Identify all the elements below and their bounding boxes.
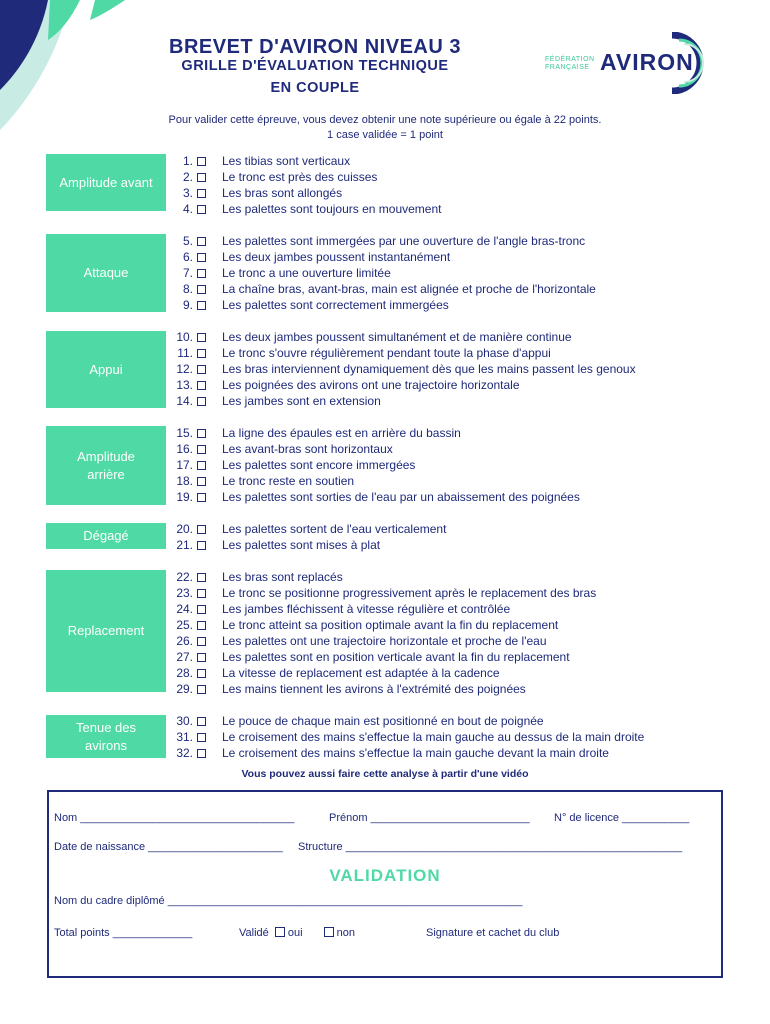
federation-logo xyxy=(540,32,730,94)
naissance-field[interactable]: Date de naissance ______________________ xyxy=(54,841,283,853)
item-number: 25. xyxy=(176,618,193,632)
item-number: 12. xyxy=(176,362,193,376)
item-checkbox[interactable] xyxy=(197,733,206,742)
page-subtitle-2: EN COUPLE xyxy=(270,80,360,96)
item-text: Les bras interviennent dynamiquement dès que les mains passent les genoux xyxy=(222,362,636,376)
checklist-item xyxy=(160,153,350,169)
item-text: La vitesse de replacement est adaptée à la cadence xyxy=(222,666,500,680)
checklist-item xyxy=(160,521,446,537)
licence-field[interactable]: N° de licence ___________ xyxy=(554,812,690,824)
item-checkbox[interactable] xyxy=(197,621,206,630)
item-number: 26. xyxy=(176,634,193,648)
item-text: Les mains tiennent les avirons à l'extrémité des poignées xyxy=(222,682,526,696)
item-number: 32. xyxy=(176,746,193,760)
category-amplitude-arriere: Amplitude arrière xyxy=(46,426,166,505)
item-checkbox[interactable] xyxy=(197,461,206,470)
checklist-item xyxy=(160,457,415,473)
item-text: Les palettes sont mises à plat xyxy=(222,538,381,552)
valide-group xyxy=(239,927,355,939)
logo-name: AVIRON xyxy=(600,49,694,75)
item-number: 24. xyxy=(176,602,193,616)
cadre-field[interactable]: Nom du cadre diplômé __________________________________________________________ xyxy=(54,895,523,907)
item-number: 14. xyxy=(176,394,193,408)
item-number: 27. xyxy=(176,650,193,664)
checklist-item xyxy=(160,425,461,441)
category-amplitude-avant: Amplitude avant xyxy=(46,154,166,211)
item-checkbox[interactable] xyxy=(197,429,206,438)
item-number: 8. xyxy=(182,282,193,296)
item-checkbox[interactable] xyxy=(197,333,206,342)
item-text: Le croisement des mains s'effectue la main gauche au dessus de la main droite xyxy=(222,730,645,744)
item-checkbox[interactable] xyxy=(197,205,206,214)
checklist-item xyxy=(160,649,570,665)
item-text: Les palettes sont toujours en mouvement xyxy=(222,202,442,216)
item-text: Les bras sont replacés xyxy=(222,570,343,584)
item-number: 16. xyxy=(176,442,193,456)
item-text: Le tronc s'ouvre régulièrement pendant toute la phase d'appui xyxy=(222,346,551,360)
valide-label: Validé xyxy=(239,927,269,939)
item-checkbox[interactable] xyxy=(197,237,206,246)
item-number: 23. xyxy=(176,586,193,600)
item-text: La ligne des épaules est en arrière du bassin xyxy=(222,426,461,440)
category-attaque: Attaque xyxy=(46,234,166,312)
checklist-item xyxy=(160,441,393,457)
item-number: 6. xyxy=(182,250,193,264)
item-checkbox[interactable] xyxy=(197,589,206,598)
item-text: Le pouce de chaque main est positionné en bout de poignée xyxy=(222,714,544,728)
item-text: Le croisement des mains s'effectue la main gauche devant la main droite xyxy=(222,746,609,760)
category-appui: Appui xyxy=(46,331,166,408)
item-checkbox[interactable] xyxy=(197,653,206,662)
item-checkbox[interactable] xyxy=(197,573,206,582)
item-number: 9. xyxy=(182,298,193,312)
checklist-item xyxy=(160,345,551,361)
item-number: 5. xyxy=(182,234,193,248)
checklist-item xyxy=(160,233,585,249)
item-number: 17. xyxy=(176,458,193,472)
item-text: Les palettes sont en position verticale avant la fin du replacement xyxy=(222,650,570,664)
item-text: Les tibias sont verticaux xyxy=(222,154,351,168)
item-number: 22. xyxy=(176,570,193,584)
item-checkbox[interactable] xyxy=(197,637,206,646)
checklist-item xyxy=(160,265,391,281)
item-number: 3. xyxy=(182,186,193,200)
item-checkbox[interactable] xyxy=(197,157,206,166)
nom-field[interactable]: Nom ___________________________________ xyxy=(54,812,295,824)
checklist-item xyxy=(160,713,544,729)
checklist-item xyxy=(160,681,526,697)
checklist-item xyxy=(160,393,381,409)
logo-line-2: FRANÇAISE xyxy=(545,64,590,71)
item-text: Les palettes sont correctement immergées xyxy=(222,298,449,312)
item-checkbox[interactable] xyxy=(197,253,206,262)
item-checkbox[interactable] xyxy=(197,669,206,678)
item-text: Les palettes sortent de l'eau verticalement xyxy=(222,522,447,536)
total-points-field[interactable]: Total points _____________ xyxy=(54,927,193,939)
item-number: 15. xyxy=(176,426,193,440)
page-subtitle: GRILLE D'ÉVALUATION TECHNIQUE xyxy=(181,58,449,74)
item-text: Le tronc atteint sa position optimale avant la fin du replacement xyxy=(222,618,559,632)
checklist-item xyxy=(160,473,354,489)
item-number: 20. xyxy=(176,522,193,536)
item-checkbox[interactable] xyxy=(197,269,206,278)
item-checkbox[interactable] xyxy=(197,493,206,502)
checklist-item xyxy=(160,201,441,217)
checklist-item xyxy=(160,745,609,761)
item-text: Les jambes sont en extension xyxy=(222,394,381,408)
checklist-item xyxy=(160,489,580,505)
item-text: Le tronc se positionne progressivement après le replacement des bras xyxy=(222,586,597,600)
item-text: La chaîne bras, avant-bras, main est alignée et proche de l'horizontale xyxy=(222,282,596,296)
item-checkbox[interactable] xyxy=(197,541,206,550)
item-checkbox[interactable] xyxy=(197,749,206,758)
checklist-item xyxy=(160,729,644,745)
instructions-line-1: Pour valider cette épreuve, vous devez obtenir une note supérieure ou égale à 22 points. xyxy=(168,114,602,126)
checklist-item xyxy=(160,537,380,553)
item-checkbox[interactable] xyxy=(197,173,206,182)
checklist-item xyxy=(160,329,572,345)
checklist-item xyxy=(160,297,449,313)
item-text: Le tronc reste en soutien xyxy=(222,474,355,488)
video-note: Vous pouvez aussi faire cette analyse à partir d'une vidéo xyxy=(241,768,529,780)
category-tenue-des-avirons: Tenue des avirons xyxy=(46,715,166,758)
item-number: 1. xyxy=(182,154,193,168)
page-title: BREVET D'AVIRON NIVEAU 3 xyxy=(169,36,461,58)
item-text: Les deux jambes poussent instantanément xyxy=(222,250,451,264)
item-checkbox[interactable] xyxy=(197,685,206,694)
item-checkbox[interactable] xyxy=(197,381,206,390)
item-number: 30. xyxy=(176,714,193,728)
checklist-item xyxy=(160,169,377,185)
prenom-field[interactable]: Prénom __________________________ xyxy=(329,812,530,824)
item-number: 18. xyxy=(176,474,193,488)
item-text: Les palettes sont sorties de l'eau par un abaissement des poignées xyxy=(222,490,580,504)
item-checkbox[interactable] xyxy=(197,285,206,294)
checklist-item xyxy=(160,249,450,265)
checklist-item xyxy=(160,569,343,585)
validation-heading: VALIDATION xyxy=(329,866,441,885)
logo-arc-icon xyxy=(632,32,727,94)
signature-label: Signature et cachet du club xyxy=(426,927,560,939)
instructions xyxy=(0,113,770,143)
item-number: 10. xyxy=(176,330,193,344)
item-checkbox[interactable] xyxy=(197,605,206,614)
checklist-item xyxy=(160,617,558,633)
structure-field[interactable]: Structure _______________________________________________________ xyxy=(298,841,683,853)
item-text: Les jambes fléchissent à vitesse régulière et contrôlée xyxy=(222,602,511,616)
checklist-item xyxy=(160,585,596,601)
checklist-item xyxy=(160,361,636,377)
oui-label: oui xyxy=(287,927,303,939)
checklist-item xyxy=(160,665,500,681)
checklist-item xyxy=(160,601,510,617)
item-number: 11. xyxy=(177,346,193,360)
category-replacement: Replacement xyxy=(46,570,166,692)
item-checkbox[interactable] xyxy=(197,349,206,358)
item-text: Les palettes sont immergées par une ouverture de l'angle bras-tronc xyxy=(222,234,586,248)
checklist-item xyxy=(160,377,520,393)
oui-checkbox[interactable] xyxy=(275,927,285,937)
validation-form xyxy=(47,790,723,978)
logo-line-1: FÉDÉRATION xyxy=(545,56,595,63)
instructions-line-2: 1 case validée = 1 point xyxy=(327,129,443,141)
item-text: Le tronc est près des cuisses xyxy=(222,170,378,184)
checklist-item xyxy=(160,281,596,297)
item-checkbox[interactable] xyxy=(197,445,206,454)
item-checkbox[interactable] xyxy=(197,397,206,406)
item-text: Les deux jambes poussent simultanément et de manière continue xyxy=(222,330,572,344)
item-number: 29. xyxy=(176,682,193,696)
category-degage: Dégagé xyxy=(46,523,166,549)
non-label: non xyxy=(336,927,355,939)
checklist-item xyxy=(160,185,342,201)
item-text: Les avant-bras sont horizontaux xyxy=(222,442,393,456)
checklist-item xyxy=(160,633,547,649)
item-number: 19. xyxy=(176,490,193,504)
item-number: 4. xyxy=(182,202,193,216)
item-checkbox[interactable] xyxy=(197,477,206,486)
item-checkbox[interactable] xyxy=(197,717,206,726)
item-number: 7. xyxy=(182,266,193,280)
item-number: 28. xyxy=(176,666,193,680)
item-checkbox[interactable] xyxy=(197,189,206,198)
non-checkbox[interactable] xyxy=(324,927,334,937)
item-text: Les bras sont allongés xyxy=(222,186,343,200)
item-text: Les palettes ont une trajectoire horizontale et proche de l'eau xyxy=(222,634,547,648)
item-number: 31. xyxy=(176,730,193,744)
item-number: 21. xyxy=(176,538,193,552)
item-number: 2. xyxy=(182,170,193,184)
item-number: 13. xyxy=(176,378,193,392)
item-checkbox[interactable] xyxy=(197,365,206,374)
item-checkbox[interactable] xyxy=(197,525,206,534)
item-text: Le tronc a une ouverture limitée xyxy=(222,266,391,280)
item-text: Les palettes sont encore immergées xyxy=(222,458,416,472)
item-checkbox[interactable] xyxy=(197,301,206,310)
item-text: Les poignées des avirons ont une trajectoire horizontale xyxy=(222,378,520,392)
